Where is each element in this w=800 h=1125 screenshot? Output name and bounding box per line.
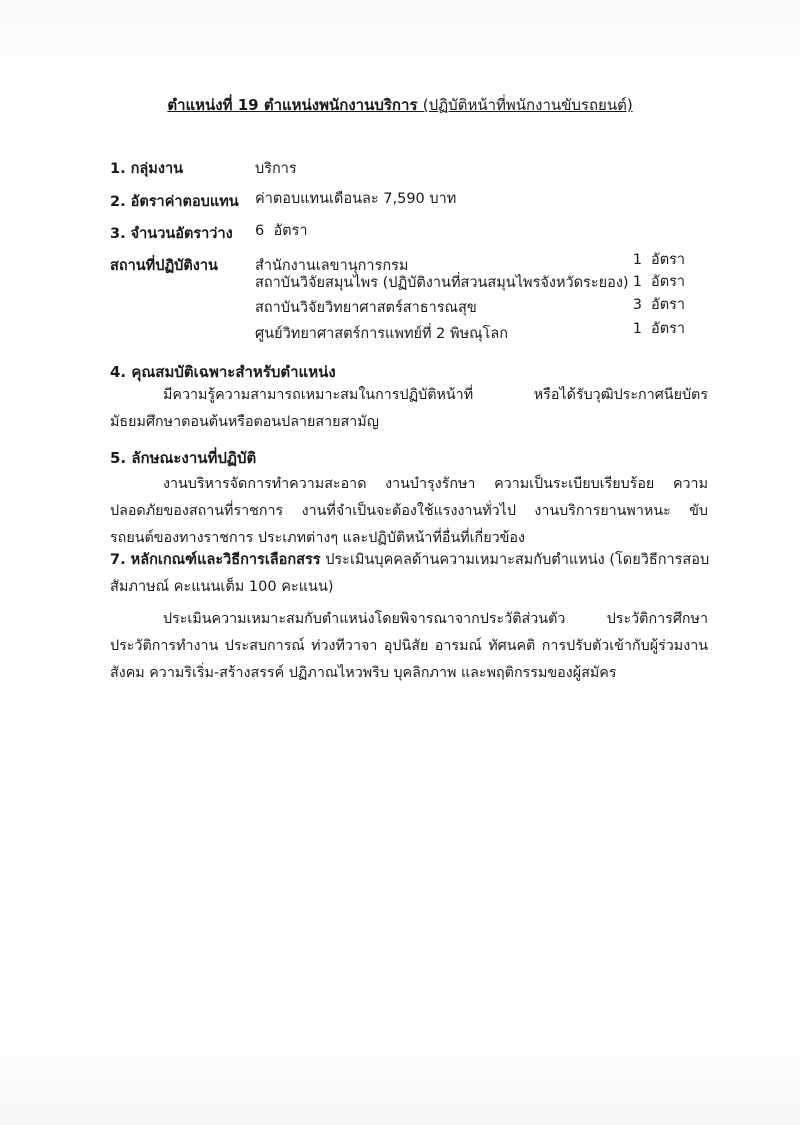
section-5-heading: 5. ลักษณะงานที่ปฏิบัติ bbox=[110, 449, 257, 467]
workplace-item-count bbox=[622, 248, 692, 271]
vacancies-value: 6 อัตรา bbox=[255, 223, 308, 239]
workplace-item-name: สถาบันวิจัยสมุนไพร (ปฏิบัติงานที่สวนสมุนไพรจังหวัดระยอง) bbox=[255, 275, 629, 291]
section-4-heading: 4. คุณสมบัติเฉพาะสำหรับตำแหน่ง bbox=[110, 363, 336, 381]
count-number: 3 bbox=[632, 297, 642, 313]
section-7-heading: 7. หลักเกณฑ์และวิธีการเลือกสรร bbox=[110, 552, 321, 568]
section-5-body: งานบริหารจัดการทำความสะอาด งานบำรุงรักษา ความเป็นระเบียบเรียบร้อย ความปลอดภัยของสถานที่ราชการ งานที่จำเป็นจะต้องใช้แรงงานทั่วไป งานบริการยานพาหนะ ขับรถยนต์ของทางราชการ ประเภทต่างๆ และปฏิบัติหน้าที่อื่นที่เกี่ยวข้อง bbox=[110, 476, 708, 546]
workplace-label: สถานที่ปฏิบัติงาน bbox=[110, 258, 218, 274]
title-main: ตำแหน่งที่ 19 ตำแหน่งพนักงานบริการ bbox=[167, 96, 418, 114]
workplace-item-count bbox=[622, 293, 692, 316]
workplace-item-count bbox=[622, 317, 692, 340]
vacancies-label: 3. จำนวนอัตราว่าง bbox=[110, 226, 233, 242]
section-7-heading-line bbox=[110, 547, 730, 601]
count-unit: อัตรา bbox=[651, 297, 686, 313]
title-paren: (ปฏิบัติหน้าที่พนักงานขับรถยนต์) bbox=[422, 96, 633, 114]
count-unit: อัตรา bbox=[651, 252, 686, 268]
count-number: 1 bbox=[632, 252, 642, 268]
workplace-item-count bbox=[622, 270, 692, 293]
workplace-item-name: สำนักงานเลขานุการกรม bbox=[255, 258, 409, 274]
count-unit: อัตรา bbox=[651, 321, 686, 337]
pay-value: ค่าตอบแทนเดือนละ 7,590 บาท bbox=[255, 191, 457, 207]
workplace-item-name: สถาบันวิจัยวิทยาศาสตร์สาธารณสุข bbox=[255, 300, 477, 316]
group-label: 1. กลุ่มงาน bbox=[110, 161, 184, 177]
pay-label: 2. อัตราค่าตอบแทน bbox=[110, 194, 239, 210]
page-title bbox=[0, 93, 800, 117]
section-7-inline: ประเมินบุคคลด้านความเหมาะสมกับตำแหน่ง (โดยวิธีการสอบสัมภาษณ์ คะแนนเต็ม 100 คะแนน) bbox=[110, 552, 710, 595]
section-7-body: ประเมินความเหมาะสมกับตำแหน่งโดยพิจารณาจากประวัติส่วนตัว ประวัติการศึกษา ประวัติการทำงาน ประสบการณ์ ท่วงทีวาจา อุปนิสัย อารมณ์ ทัศนคติ การปรับตัวเข้ากับผู้ร่วมงาน สังคม ความริเริ่ม-สร้างสรรค์ ปฏิภาณไหวพริบ บุคลิกภาพ และพฤติกรรมของผู้สมัคร bbox=[110, 611, 708, 681]
group-value: บริการ bbox=[255, 161, 297, 177]
workplace-item-name: ศูนย์วิทยาศาสตร์การแพทย์ที่ 2 พิษณุโลก bbox=[255, 326, 509, 342]
count-number: 1 bbox=[632, 321, 642, 337]
count-unit: อัตรา bbox=[651, 274, 686, 290]
section-4-body: มีความรู้ความสามารถเหมาะสมในการปฏิบัติหน้าที่ หรือได้รับวุฒิประกาศนียบัตรมัธยมศึกษาตอนต้นหรือตอนปลายสายสามัญ bbox=[110, 387, 708, 430]
count-number: 1 bbox=[632, 274, 642, 290]
